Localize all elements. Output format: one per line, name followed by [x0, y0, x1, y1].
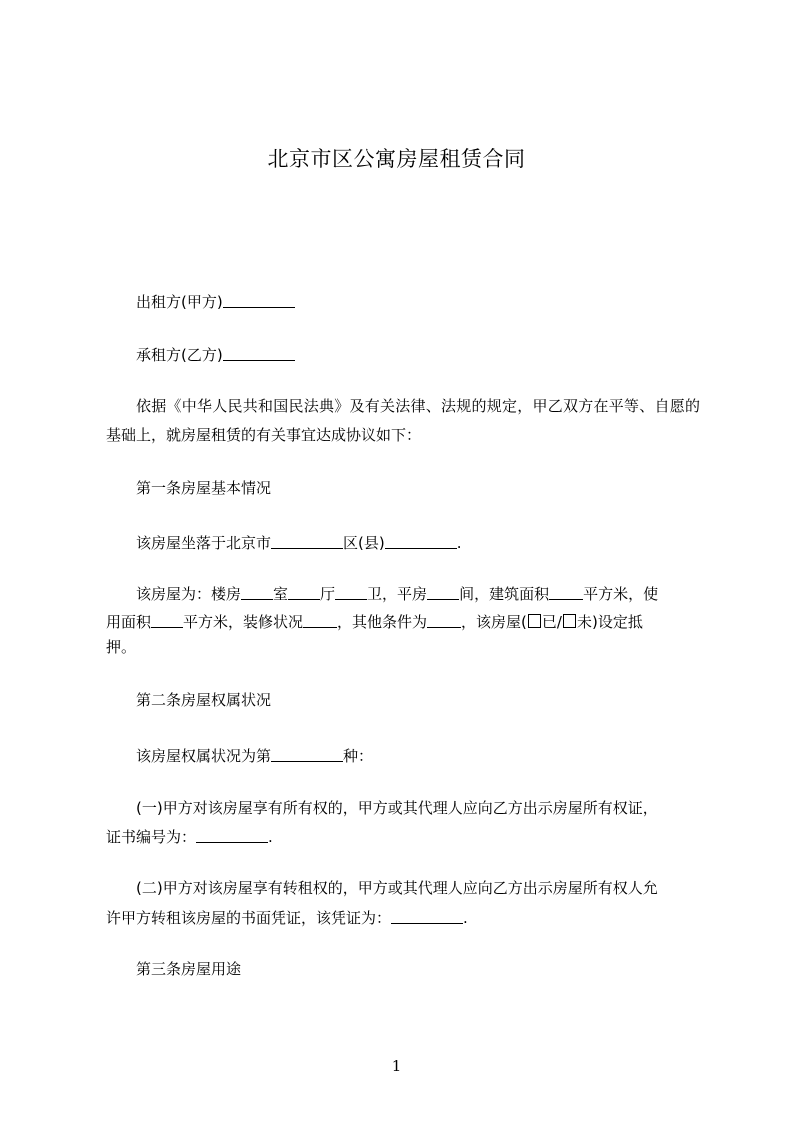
item2-line-1: (二)甲方对该房屋享有转租权的，甲方或其代理人应向乙方出示房屋所有权人允 — [136, 879, 658, 897]
item2-line-2 — [106, 909, 706, 926]
item1-line-1: (一)甲方对该房屋享有所有权的，甲方或其代理人应向乙方出示房屋所有权证， — [136, 799, 658, 817]
blank-voucher — [391, 909, 463, 924]
page-number: 1 — [391, 1057, 402, 1075]
location-end: . — [456, 534, 462, 552]
blank-type — [271, 747, 343, 762]
article3-heading: 第三条房屋用途 — [136, 960, 242, 978]
desc-other: ，其他条件为 — [337, 613, 428, 631]
intro-paragraph: 依据《中华人民共和国民法典》及有关法律、法规的规定，甲乙双方在平等、自愿的基础上，就房屋租赁的有关事宜达成协议如下： — [106, 397, 700, 444]
location-blank-city — [271, 534, 343, 549]
voucher-label: 许甲方转租该房屋的书面凭证，该凭证为： — [106, 909, 392, 927]
item2-period: . — [463, 909, 468, 927]
desc-hall: 厅 — [320, 585, 336, 603]
desc-yes: 已/ — [541, 613, 562, 631]
article2-heading: 第二条房屋权属状况 — [136, 691, 272, 709]
lessor-blank — [223, 293, 295, 308]
blank-other — [427, 613, 461, 628]
blank-certificate — [196, 828, 268, 843]
type-suffix: 种： — [343, 747, 374, 765]
certificate-label: 证书编号为： — [106, 828, 197, 846]
lessor-label: 出租方(甲方) — [136, 293, 223, 311]
item1-period: . — [268, 828, 273, 846]
lessee-label: 承租方(乙方) — [136, 346, 223, 364]
description-line-1 — [106, 585, 736, 602]
article1-heading: 第一条房屋基本情况 — [136, 479, 272, 497]
desc-sqm1: 平方米，使 — [583, 585, 659, 603]
blank-decoration — [303, 613, 337, 628]
blank-building — [241, 585, 273, 600]
desc-rooms: 间，建筑面积 — [459, 585, 550, 603]
checkbox-no[interactable] — [563, 614, 576, 628]
contract-title: 北京市区公寓房屋租赁合同 — [267, 147, 526, 171]
location-line — [106, 534, 736, 551]
lessee-blank — [223, 346, 295, 361]
lessee-line — [106, 346, 736, 363]
description-line-3: 押。 — [106, 638, 137, 656]
blank-room — [288, 585, 320, 600]
desc-no: 未)设定抵 — [576, 613, 643, 631]
location-prefix: 该房屋坐落于北京市 — [136, 534, 272, 552]
type-prefix: 该房屋权属状况为第 — [136, 747, 272, 765]
desc-sqm2: 平方米，装修状况 — [183, 613, 304, 631]
location-district: 区(县) — [343, 534, 385, 552]
description-line-2 — [106, 613, 706, 630]
desc-mortgage: ，该房屋( — [461, 613, 527, 631]
checkbox-yes[interactable] — [528, 614, 541, 628]
blank-usable-area — [151, 613, 183, 628]
desc-part1: 该房屋为：楼房 — [136, 585, 242, 603]
blank-bungalow — [427, 585, 459, 600]
location-blank-district — [385, 534, 457, 549]
desc-bath: 卫，平房 — [367, 585, 428, 603]
blank-build-area — [549, 585, 583, 600]
blank-hall — [335, 585, 367, 600]
desc-room: 室 — [273, 585, 289, 603]
ownership-type-line — [106, 747, 736, 764]
item1-line-2 — [106, 828, 706, 845]
lessor-line — [106, 293, 736, 310]
desc-usable-area: 用面积 — [106, 613, 152, 631]
